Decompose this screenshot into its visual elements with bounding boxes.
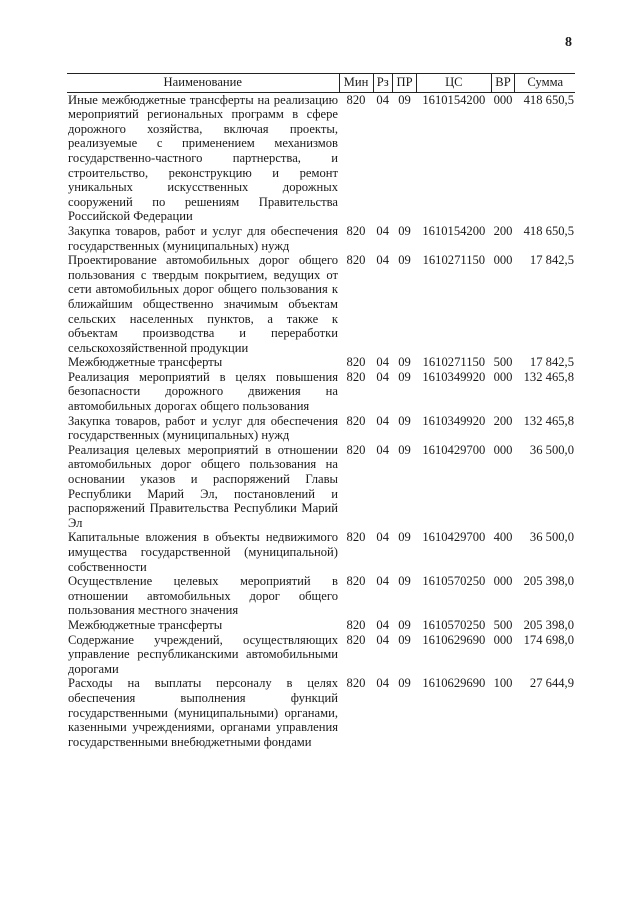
row-sum: 17 842,5 [529, 355, 574, 370]
row-vr: 000 [493, 369, 513, 384]
row-cs: 1610154200 [422, 92, 486, 107]
table-body [67, 92, 575, 749]
header-name: Наименование [67, 74, 339, 93]
row-pr: 09 [398, 530, 411, 545]
row-rz: 04 [376, 574, 390, 589]
row-min: 820 [346, 530, 366, 545]
table-row [67, 530, 575, 574]
row-min: 820 [346, 369, 366, 384]
row-cs: 1610349920 [422, 369, 486, 384]
row-pr: 09 [398, 355, 411, 370]
row-min: 820 [346, 223, 366, 238]
row-min: 820 [346, 574, 366, 589]
row-pr: 09 [398, 632, 411, 647]
row-min: 820 [346, 355, 366, 370]
row-rz: 04 [376, 617, 390, 632]
row-name: Расходы на выплаты персоналу в целях обеспечения выполнения функций государственными (муниципальными) органами, казенными учреждениями, органами управления государственными внебюджетными фондами [68, 676, 338, 749]
budget-table [67, 73, 575, 749]
row-cs: 1610429700 [422, 442, 486, 457]
row-name: Реализация целевых мероприятий в отношении автомобильных дорог общего пользования на основании указов и распоряжений Главы Республики Марий Эл, постановлений и распоряжений Правительства Республики Марий Эл [68, 442, 338, 530]
row-min: 820 [346, 442, 366, 457]
row-rz: 04 [376, 223, 390, 238]
table-row [67, 92, 575, 224]
page-number: 8 [565, 35, 572, 50]
table-row [67, 676, 575, 749]
row-rz: 04 [376, 413, 390, 428]
row-cs: 1610570250 [422, 617, 486, 632]
row-vr: 200 [493, 413, 513, 428]
row-name: Иные межбюджетные трансферты на реализацию мероприятий региональных программ в сфере дорожного хозяйства, включая проекты, реализуемые с применением механизмов государственно-частного партнерства, и строительство, реконструкцию и ремонт уникальных искусственных дорожных сооружений по решениям Правительства Российской Федерации [68, 92, 338, 224]
row-pr: 09 [398, 223, 411, 238]
row-name: Реализация мероприятий в целях повышения безопасности дорожного движения на автомобильных дорогах общего пользования [68, 369, 338, 414]
row-vr: 000 [493, 253, 513, 268]
row-rz: 04 [376, 676, 390, 691]
row-vr: 400 [493, 530, 513, 545]
table-row [67, 370, 575, 414]
row-pr: 09 [398, 92, 411, 107]
row-min: 820 [346, 413, 366, 428]
row-vr: 000 [493, 574, 513, 589]
row-rz: 04 [376, 92, 390, 107]
header-sum: Сумма [515, 74, 575, 93]
row-pr: 09 [398, 253, 411, 268]
table-header [67, 74, 575, 93]
row-rz: 04 [376, 632, 390, 647]
row-rz: 04 [376, 355, 390, 370]
row-cs: 1610429700 [422, 530, 486, 545]
row-sum: 132 465,8 [523, 413, 574, 428]
table-row [67, 633, 575, 677]
row-min: 820 [346, 617, 366, 632]
row-name: Межбюджетные трансферты [68, 355, 223, 370]
row-cs: 1610271150 [422, 355, 486, 370]
table-row [67, 443, 575, 531]
row-cs: 1610271150 [422, 253, 486, 268]
row-name: Осуществление целевых мероприятий в отношении автомобильных дорог общего пользования местного значения [68, 574, 338, 618]
table-row [67, 574, 575, 618]
header-vr: ВР [491, 74, 515, 93]
row-pr: 09 [398, 413, 411, 428]
row-vr: 000 [493, 92, 513, 107]
row-min: 820 [346, 632, 366, 647]
table-row [67, 618, 575, 633]
row-pr: 09 [398, 676, 411, 691]
row-vr: 500 [493, 355, 513, 370]
header-pr: ПР [392, 74, 416, 93]
row-sum: 205 398,0 [523, 574, 574, 589]
row-name: Капитальные вложения в объекты недвижимого имущества государственной (муниципальной) собственности [68, 530, 338, 574]
row-min: 820 [346, 92, 366, 107]
row-vr: 500 [493, 617, 513, 632]
row-vr: 200 [493, 223, 513, 238]
row-min: 820 [346, 676, 366, 691]
table-row [67, 224, 575, 253]
row-cs: 1610349920 [422, 413, 486, 428]
row-rz: 04 [376, 253, 390, 268]
table-row [67, 414, 575, 443]
row-name: Закупка товаров, работ и услуг для обеспечения государственных (муниципальных) нужд [68, 223, 338, 253]
row-sum: 17 842,5 [529, 253, 574, 268]
header-rz: Рз [373, 74, 392, 93]
row-pr: 09 [398, 369, 411, 384]
row-pr: 09 [398, 442, 411, 457]
row-sum: 205 398,0 [523, 617, 574, 632]
row-cs: 1610154200 [422, 223, 486, 238]
row-pr: 09 [398, 574, 411, 589]
header-min: Мин [339, 74, 373, 93]
table-row [67, 355, 575, 370]
row-sum: 418 650,5 [523, 92, 574, 107]
row-vr: 000 [493, 442, 513, 457]
row-name: Межбюджетные трансферты [68, 617, 223, 632]
header-cs: ЦС [417, 74, 491, 93]
row-name: Содержание учреждений, осуществляющих управление республиканскими автомобильными дорогами [68, 632, 338, 676]
row-sum: 27 644,9 [529, 676, 574, 691]
table-row [67, 253, 575, 355]
row-cs: 1610629690 [422, 676, 486, 691]
row-rz: 04 [376, 530, 390, 545]
row-name: Закупка товаров, работ и услуг для обеспечения государственных (муниципальных) нужд [68, 413, 338, 443]
row-rz: 04 [376, 369, 390, 384]
row-sum: 36 500,0 [529, 530, 574, 545]
row-cs: 1610570250 [422, 574, 486, 589]
row-sum: 174 698,0 [523, 632, 574, 647]
row-rz: 04 [376, 442, 390, 457]
row-name: Проектирование автомобильных дорог общего пользования с твердым покрытием, ведущих от сети автомобильных дорог общего пользования к ближайшим общественно значимым объектам сельских населенных пунктов, а также к объектам производства и переработки сельскохозяйственной продукции [68, 253, 338, 355]
row-vr: 100 [493, 676, 513, 691]
row-sum: 418 650,5 [523, 223, 574, 238]
row-cs: 1610629690 [422, 632, 486, 647]
row-sum: 36 500,0 [529, 442, 574, 457]
row-vr: 000 [493, 632, 513, 647]
row-pr: 09 [398, 617, 411, 632]
header-row [67, 74, 575, 93]
row-min: 820 [346, 253, 366, 268]
row-sum: 132 465,8 [523, 369, 574, 384]
